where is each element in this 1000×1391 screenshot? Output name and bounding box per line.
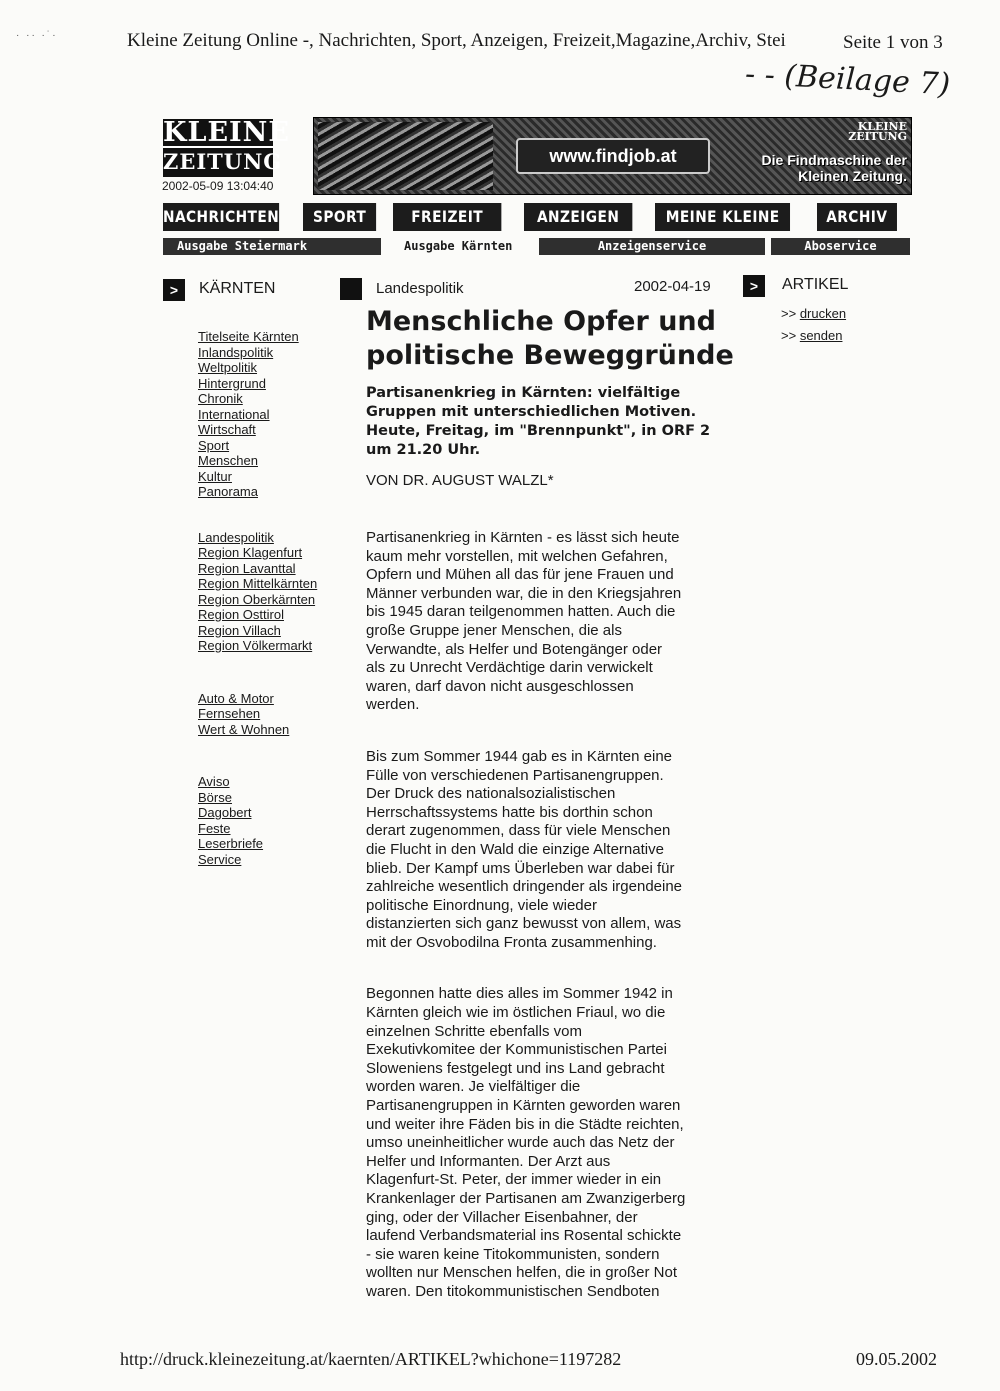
sidebar-item-region-oberkaernten[interactable]: Region Oberkärnten — [198, 591, 316, 607]
sidebar-item-aviso[interactable]: Aviso — [198, 774, 230, 789]
link-prefix: >> — [781, 306, 797, 321]
article-paragraph: Begonnen hatte dies alles im Sommer 1942 in Kärnten gleich wie im östlichen Friaul, wo die einzelnen Schritte ebenfalls vom Exekutivkomitee der Kommunistischen Partei Sloweniens festgelegt und ins Land gebracht worden waren. Je vielfältiger die Partisanengruppen in Kärnten geworden waren und weiter ihre Fäden bis in die Städte reichten, umso uneinheitlicher wurde auch das Netz der Helfer und Informanten. Der Arzt aus Klagenfurt-St. Peter, der immer wieder in ein Krankenlager der Partisanen am Zwanzigerberg ging, oder der Villacher Eisenbahner, der laufend Verbandsmaterial ins Rosental schickte - sie waren keine Titokommunisten, sondern wollten nur Menschen helfen, die in großer Not waren. Den titokommunistischen Sendboten — [366, 985, 686, 1300]
sidebar-group-services — [198, 774, 348, 867]
banner-artwork — [318, 122, 493, 190]
send-article-link[interactable]: senden — [799, 328, 843, 343]
article-lead: Partisanenkrieg in Kärnten: vielfältige Gruppen mit unterschiedlichen Motiven. Heute, Freitag, im "Brennpunkt", in ORF 2 um 21.20 Uhr. — [366, 385, 711, 458]
banner-mini-logo-line-2: ZEITUNG — [848, 130, 907, 143]
article-paragraph: Partisanenkrieg in Kärnten - es lässt sich heute kaum mehr vorstellen, mit welchen Gefahren, Opfern und Mühen all das für jene Frauen und Männer verbunden war, die in den Kriegsjahren bis 1945 daran teilgenommen hatten. Auch die große Gruppe jener Menschen, die als Verwandte, als Helfer und Botengänger oder als zu Unrecht Verdächtige darin verwickelt waren, darf davon nicht ausgeschlossen werden. — [366, 529, 682, 714]
article-paragraph: Bis zum Sommer 1944 gab es in Kärnten eine Fülle von verschiedenen Partisanengruppen. Der Druck des nationalsozialistischen Herrschaftssystems hatte bis dorthin schon derart zugenommen, dass für viele Menschen die Flucht in den Wald die einzige Alternative blieb. Der Kampf ums Überleben war dabei für zahlreiche wesentlich dringender als irgendeine politische Einordnung, viele wieder distanzierten sich ganz bewusst von allem, was mit der Osvobodilna Fronta zusammenhing. — [366, 747, 683, 951]
nav-sport[interactable]: SPORT — [303, 203, 376, 231]
edition-navigation — [163, 238, 910, 255]
main-navigation — [163, 203, 910, 231]
print-header-title: Kleine Zeitung Online -, Nachrichten, Sport, Anzeigen, Freizeit,Magazine,Archiv, Stei — [127, 30, 786, 51]
article-category: Landespolitik — [376, 280, 464, 297]
banner-slogan-line-1: Die Findmaschine der — [761, 152, 907, 168]
print-footer-url: http://druck.kleinezeitung.at/kaernten/ARTIKEL?whichone=1197282 — [120, 1349, 622, 1369]
sidebar-item-inlandspolitik[interactable]: Inlandspolitik — [198, 344, 274, 360]
print-article-link[interactable]: drucken — [799, 306, 847, 321]
print-header — [127, 30, 957, 52]
sidebar-item-service[interactable]: Service — [198, 851, 242, 867]
article — [366, 305, 736, 1302]
print-footer-date: 09.05.2002 — [856, 1349, 937, 1369]
nav-nachrichten[interactable]: NACHRICHTEN — [163, 203, 279, 231]
sidebar-item-kultur[interactable]: Kultur — [198, 468, 232, 484]
sidebar-group-news — [198, 329, 348, 500]
logo-line-1: KLEINE — [163, 117, 290, 148]
sidebar-item-region-klagenfurt[interactable]: Region Klagenfurt — [198, 545, 303, 560]
anzeigenservice-link[interactable]: Anzeigenservice — [539, 238, 765, 255]
nav-anzeigen[interactable]: ANZEIGEN — [524, 203, 632, 231]
sidebar-item-feste[interactable]: Feste — [198, 820, 231, 836]
timestamp: 2002-05-09 13:04:40 — [162, 179, 274, 193]
sidebar-item-region-mittelkaernten[interactable]: Region Mittelkärnten — [198, 576, 318, 591]
sidebar-item-dagobert[interactable]: Dagobert — [198, 805, 252, 820]
sidebar-item-wirtschaft[interactable]: Wirtschaft — [198, 422, 256, 437]
sidebar-item-wert-wohnen[interactable]: Wert & Wohnen — [198, 721, 290, 737]
sidebar-item-hintergrund[interactable]: Hintergrund — [198, 375, 266, 391]
sidebar-item-boerse[interactable]: Börse — [198, 789, 232, 805]
print-link-row — [781, 303, 846, 325]
arrow-icon: > — [163, 279, 185, 301]
article-byline: VON DR. AUGUST WALZL* — [366, 472, 554, 489]
sidebar-item-menschen[interactable]: Menschen — [198, 453, 258, 468]
sidebar-item-sport[interactable]: Sport — [198, 437, 230, 453]
handwritten-annotation: - - (Beilage 7) — [744, 56, 951, 103]
sidebar-item-titelseite[interactable]: Titelseite Kärnten — [198, 329, 299, 344]
banner-slogan-line-2: Kleinen Zeitung. — [798, 168, 907, 184]
edition-kaernten[interactable]: Ausgabe Kärnten — [404, 239, 513, 253]
sidebar-item-fernsehen[interactable]: Fernsehen — [198, 706, 261, 721]
sidebar-navigation — [198, 329, 348, 897]
send-link-row — [781, 325, 846, 347]
print-page-number: Seite 1 von 3 — [843, 32, 943, 53]
banner-mini-logo-line-1: KLEINE — [857, 120, 907, 133]
article-date: 2002-04-19 — [634, 278, 711, 295]
sidebar-group-regions — [198, 530, 348, 654]
scan-marks: · ·· ·˙· — [16, 30, 58, 41]
sidebar-item-region-villach[interactable]: Region Villach — [198, 622, 281, 638]
nav-meine-kleine[interactable]: MEINE KLEINE — [655, 203, 790, 231]
section-title-artikel: ARTIKEL — [782, 276, 849, 293]
sidebar-item-region-osttirol[interactable]: Region Osttirol — [198, 607, 284, 622]
sidebar-group-lifestyle — [198, 691, 348, 738]
sidebar-item-auto-motor[interactable]: Auto & Motor — [198, 690, 274, 706]
article-tools — [781, 303, 846, 347]
kleine-zeitung-logo[interactable] — [163, 117, 290, 177]
aboservice-link[interactable]: Aboservice — [771, 238, 910, 255]
sidebar-item-region-voelkermarkt[interactable]: Region Völkermarkt — [198, 638, 313, 653]
nav-archiv[interactable]: ARCHIV — [817, 203, 897, 231]
edition-steiermark[interactable]: Ausgabe Steiermark — [163, 238, 381, 255]
section-title-kaernten: KÄRNTEN — [199, 280, 276, 297]
banner-url[interactable]: www.findjob.at — [516, 138, 710, 174]
sidebar-item-leserbriefe[interactable]: Leserbriefe — [198, 836, 264, 851]
article-headline: Menschliche Opfer und politische Beweggründe — [366, 306, 734, 371]
banner-slogan — [762, 152, 907, 184]
nav-freizeit[interactable]: FREIZEIT — [393, 203, 501, 231]
square-bullet-icon — [340, 278, 362, 300]
findjob-banner-ad[interactable] — [313, 117, 912, 195]
logo-line-2: ZEITUNG — [163, 149, 283, 174]
sidebar-item-weltpolitik[interactable]: Weltpolitik — [198, 360, 258, 375]
sidebar-item-chronik[interactable]: Chronik — [198, 391, 243, 406]
sidebar-item-panorama[interactable]: Panorama — [198, 484, 258, 499]
link-prefix: >> — [781, 328, 797, 343]
sidebar-item-region-lavanttal[interactable]: Region Lavanttal — [198, 560, 296, 576]
banner-mini-logo — [848, 122, 907, 142]
sidebar-item-landespolitik[interactable]: Landespolitik — [198, 529, 274, 545]
sidebar-item-international[interactable]: International — [198, 406, 270, 422]
arrow-icon: > — [743, 275, 765, 297]
